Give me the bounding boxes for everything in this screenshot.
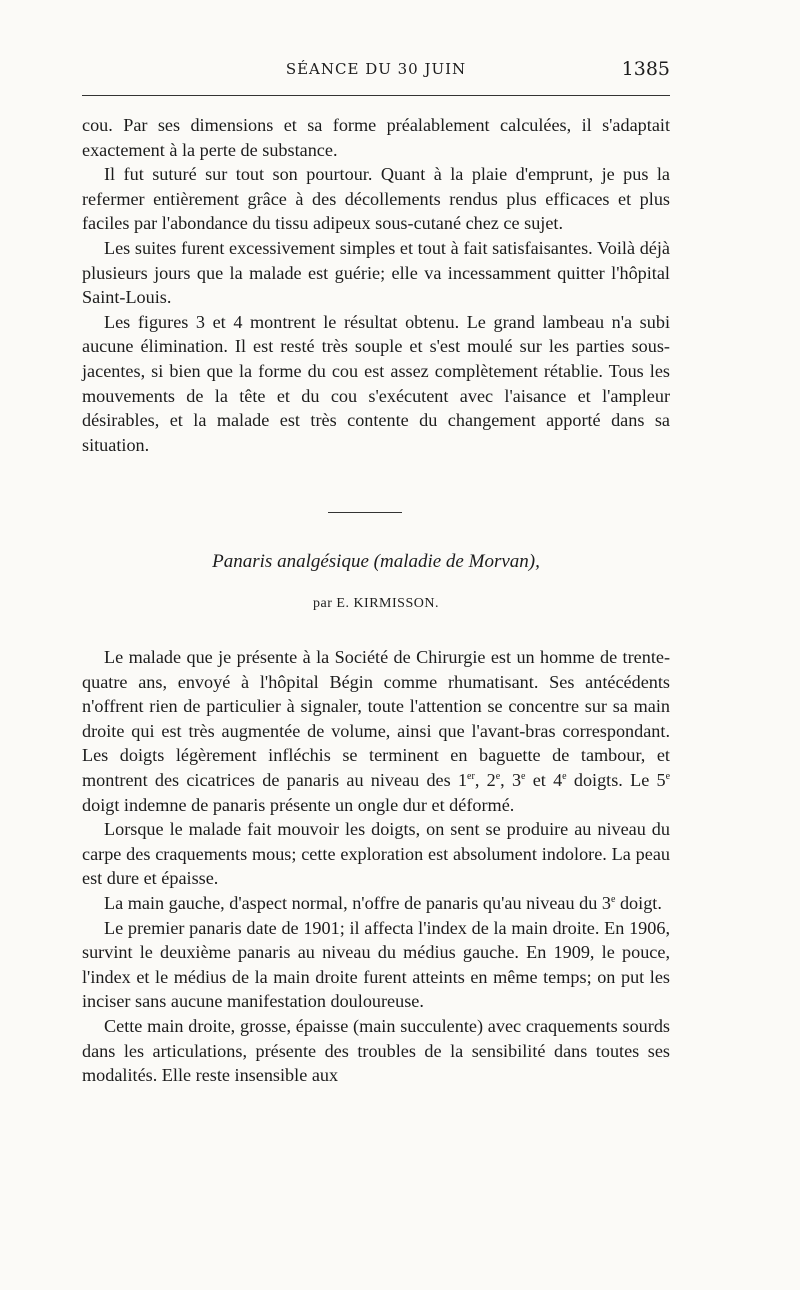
article-title: [82, 551, 670, 573]
page-header: [82, 58, 670, 88]
ordinal: 3e: [511, 769, 526, 790]
section-separator: [328, 512, 402, 513]
paragraph-text: doigt indemne de panaris présente un ongle dur et déformé.: [82, 794, 515, 815]
paragraph: Cette main droite, grosse, épaisse (main succulente) avec craquements sourds dans les articulations, présente des troubles de la sensibilité dans toutes ses modalités. Elle reste insensible aux: [82, 1015, 670, 1086]
page-number: 1385: [621, 58, 670, 80]
article-byline: par E. KIRMISSON.: [313, 596, 439, 611]
previous-article-continuation: [82, 113, 670, 457]
paragraph-text: La main gauche, d'aspect normal, n'offre de panaris qu'au niveau du: [104, 892, 598, 913]
paragraph-text: Le malade que je présente à la Société de Chirurgie est un homme de trente-quatre ans, envoyé à l'hôpital Bégin comme rhumatisant. Ses antécédents n'offrent rien de particulier à signaler, toute l'attention se concentre sur sa main droite qui est très augmentée de volume, ainsi que l'avant-bras correspondant. Les doigts légèrement infléchis se terminent en baguette de tambour, et montrent des cicatrices de panaris au niveau des: [82, 647, 670, 790]
ordinal: 3e: [601, 892, 616, 913]
paragraph: Le malade que je présente à la Société de Chirurgie est un homme de trente-quatre ans, envoyé à l'hôpital Bégin comme rhumatisant. Ses antécédents n'offrent rien de particulier à signaler, toute l'attention se concentre sur sa main droite qui est très augmentée de volume, ainsi que l'avant-bras correspondant. Les doigts légèrement infléchis se terminent en baguette de tambour, et montrent des cicatrices de panaris au niveau des 1er, 2e, 3e et 4e doigts. Le 5e doigt indemne de panaris présente un ongle dur et déformé.: [82, 647, 671, 815]
ordinal: 2e: [486, 769, 501, 790]
paragraph-text: doigt.: [619, 892, 662, 913]
article-title-main: Panaris analgésique: [212, 551, 369, 572]
paragraph: Les figures 3 et 4 montrent le résultat obtenu. Le grand lambeau n'a subi aucune élimination. Il est resté très souple et s'est moulé sur les parties sous-jacentes, si bien que la forme du cou est assez complètement rétablie. Tous les mouvements de la tête et du cou s'exécutent avec l'aisance et l'ampleur désirables, et la malade est très contente du changement apporté dans sa situation.: [82, 311, 670, 455]
ordinal: 4e: [553, 769, 567, 790]
paragraph: Le premier panaris date de 1901; il affecta l'index de la main droite. En 1906, survint le deuxième panaris au niveau du médius gauche. En 1909, le pouce, l'index et le médius de la main droite furent atteints en même temps; on put les inciser sans aucune manifestation douloureuse.: [82, 917, 670, 1012]
header-rule: [82, 95, 670, 96]
running-title: SÉANCE DU 30 JUIN: [285, 60, 467, 78]
paragraph-text: doigts. Le: [573, 769, 650, 790]
article-body: [82, 645, 670, 1088]
paragraph: [82, 891, 670, 916]
ordinal: 5e: [656, 769, 671, 790]
ordinal: 1er: [457, 769, 475, 790]
article-title-subtitle: (maladie de Morvan),: [373, 551, 540, 572]
paragraph: cou. Par ses dimensions et sa forme préalablement calculées, il s'adaptait exactement à la perte de substance.: [82, 115, 670, 160]
paragraph: Il fut suturé sur tout son pourtour. Quant à la plaie d'emprunt, je pus la refermer entièrement grâce à des décollements rendus plus efficaces et plus faciles par l'abondance du tissu adipeux sous-cutané chez ce sujet.: [82, 164, 670, 234]
paragraph: Lorsque le malade fait mouvoir les doigts, on sent se produire au niveau du carpe des craquements mous; cette exploration est absolument indolore. La peau est dure et épaisse.: [82, 819, 670, 889]
paragraph: Les suites furent excessivement simples et tout à fait satisfaisantes. Voilà déjà plusieurs jours que la malade est guérie; elle va incessamment quitter l'hôpital Saint-Louis.: [82, 237, 670, 308]
